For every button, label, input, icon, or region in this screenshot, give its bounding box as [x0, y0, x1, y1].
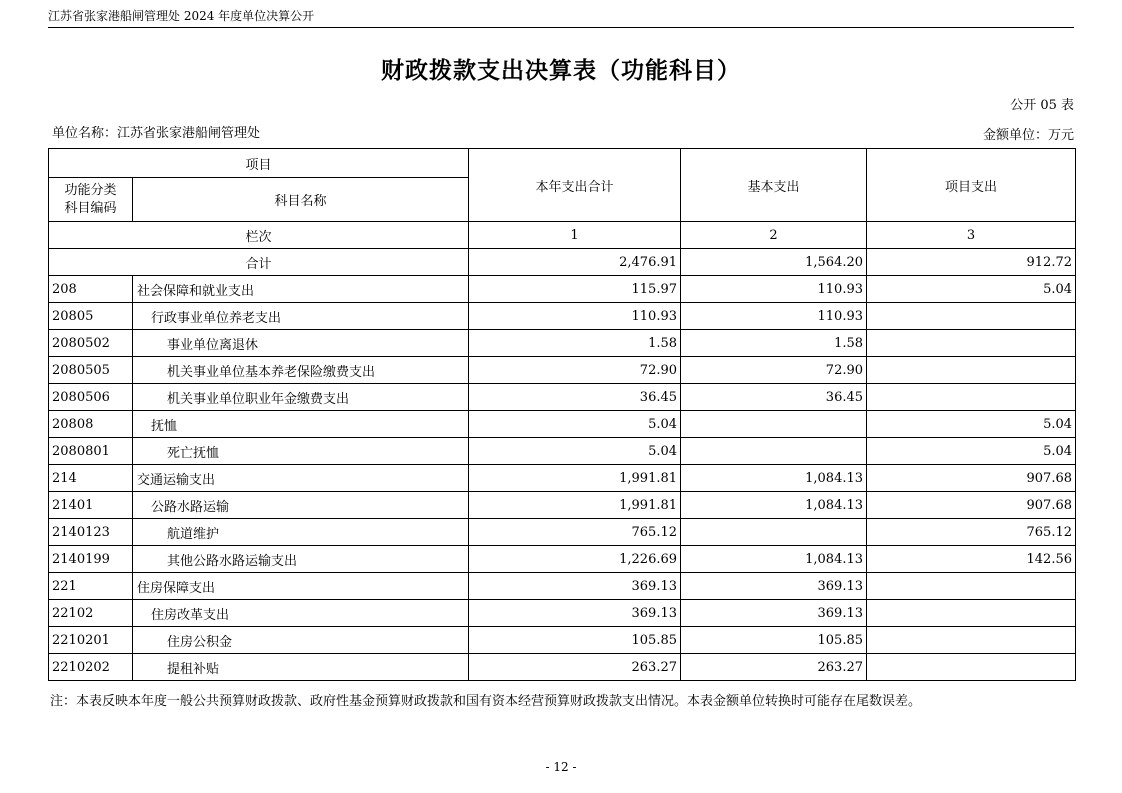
row-project: [867, 654, 1076, 681]
row-project: 907.68: [867, 492, 1076, 519]
row-project: [867, 600, 1076, 627]
table-row: [49, 627, 1076, 654]
row-subject-name: 其他公路水路运输支出: [133, 546, 469, 573]
table-row: [49, 546, 1076, 573]
row-total: 263.27: [469, 654, 681, 681]
table-row: [49, 411, 1076, 438]
row-code: 2210202: [49, 654, 133, 681]
header-func-code-line2: 科目编码: [64, 200, 117, 216]
row-basic: 110.93: [681, 276, 867, 303]
row-basic: 263.27: [681, 654, 867, 681]
form-number: 公开 05 表: [1010, 98, 1074, 113]
header-func-code-line1: 功能分类: [64, 182, 117, 198]
total-sum: 2,476.91: [469, 249, 681, 276]
row-total: 765.12: [469, 519, 681, 546]
row-basic: 72.90: [681, 357, 867, 384]
row-subject-name: 住房保障支出: [133, 573, 469, 600]
row-project: [867, 573, 1076, 600]
total-project: 912.72: [867, 249, 1076, 276]
unit-name: 单位名称：江苏省张家港船闸管理处: [52, 126, 261, 141]
row-basic: 369.13: [681, 573, 867, 600]
header-item: 项目: [49, 149, 469, 178]
total-label: 合计: [49, 249, 469, 276]
row-code: 22102: [49, 600, 133, 627]
row-subject-name: 航道维护: [133, 519, 469, 546]
table-row: [49, 600, 1076, 627]
row-total: 105.85: [469, 627, 681, 654]
row-subject-name: 社会保障和就业支出: [133, 276, 469, 303]
row-code: 2210201: [49, 627, 133, 654]
page-title: 财政拨款支出决算表（功能科目）: [381, 58, 741, 84]
row-basic: [681, 438, 867, 465]
row-project: 765.12: [867, 519, 1076, 546]
row-total: 110.93: [469, 303, 681, 330]
row-subject-name: 机关事业单位基本养老保险缴费支出: [133, 357, 469, 384]
page-number: - 12 -: [545, 760, 577, 774]
row-code: 208: [49, 276, 133, 303]
row-basic: [681, 519, 867, 546]
row-total: 369.13: [469, 573, 681, 600]
amount-unit: 金额单位：万元: [982, 128, 1074, 143]
row-code: 20805: [49, 303, 133, 330]
header-col-basic: 基本支出: [681, 149, 867, 222]
table-row: [49, 654, 1076, 681]
row-total: 115.97: [469, 276, 681, 303]
row-code: 2080505: [49, 357, 133, 384]
row-total: 5.04: [469, 411, 681, 438]
header-row-1: [49, 149, 1076, 178]
row-project: 142.56: [867, 546, 1076, 573]
row-total: 72.90: [469, 357, 681, 384]
row-subject-name: 抚恤: [133, 411, 469, 438]
row-code: 2140123: [49, 519, 133, 546]
table-row: [49, 438, 1076, 465]
row-subject-name: 死亡抚恤: [133, 438, 469, 465]
row-subject-name: 提租补贴: [133, 654, 469, 681]
row-subject-name: 交通运输支出: [133, 465, 469, 492]
index-row-label: 栏次: [49, 222, 469, 249]
row-total: 1,226.69: [469, 546, 681, 573]
row-code: 2080506: [49, 384, 133, 411]
total-basic: 1,564.20: [681, 249, 867, 276]
row-project: [867, 384, 1076, 411]
row-project: [867, 330, 1076, 357]
row-code: 21401: [49, 492, 133, 519]
expenditure-table: [48, 148, 1076, 681]
row-total: 1,991.81: [469, 492, 681, 519]
row-project: 907.68: [867, 465, 1076, 492]
row-subject-name: 行政事业单位养老支出: [133, 303, 469, 330]
table-row: [49, 330, 1076, 357]
table-note: 注：本表反映本年度一般公共预算财政拨款、政府性基金预算财政拨款和国有资本经营预算财政拨款支出情况。本表金额单位转换时可能存在尾数误差。: [50, 694, 922, 709]
header-func-code: [49, 178, 133, 222]
table-row: [49, 573, 1076, 600]
row-total: 36.45: [469, 384, 681, 411]
row-total: 5.04: [469, 438, 681, 465]
table-row: [49, 303, 1076, 330]
row-basic: 1,084.13: [681, 465, 867, 492]
running-header: 江苏省张家港船闸管理处 2024 年度单位决算公开: [48, 8, 1074, 28]
row-code: 2080801: [49, 438, 133, 465]
index-3: 3: [867, 222, 1076, 249]
row-code: 2080502: [49, 330, 133, 357]
row-subject-name: 公路水路运输: [133, 492, 469, 519]
table-row: [49, 519, 1076, 546]
row-code: 221: [49, 573, 133, 600]
row-subject-name: 住房公积金: [133, 627, 469, 654]
row-total: 1,991.81: [469, 465, 681, 492]
row-code: 20808: [49, 411, 133, 438]
index-row: [49, 222, 1076, 249]
row-code: 214: [49, 465, 133, 492]
row-basic: [681, 411, 867, 438]
row-basic: 1.58: [681, 330, 867, 357]
row-project: [867, 627, 1076, 654]
row-basic: 110.93: [681, 303, 867, 330]
header-subject-name: 科目名称: [133, 178, 469, 222]
row-project: 5.04: [867, 411, 1076, 438]
header-col-total: 本年支出合计: [469, 149, 681, 222]
row-project: [867, 357, 1076, 384]
row-total: 1.58: [469, 330, 681, 357]
table-row: [49, 276, 1076, 303]
row-project: [867, 303, 1076, 330]
table-row: [49, 492, 1076, 519]
index-2: 2: [681, 222, 867, 249]
row-code: 2140199: [49, 546, 133, 573]
header-col-project: 项目支出: [867, 149, 1076, 222]
row-basic: 105.85: [681, 627, 867, 654]
row-project: 5.04: [867, 276, 1076, 303]
row-subject-name: 机关事业单位职业年金缴费支出: [133, 384, 469, 411]
index-1: 1: [469, 222, 681, 249]
total-row: [49, 249, 1076, 276]
row-basic: 1,084.13: [681, 546, 867, 573]
row-basic: 369.13: [681, 600, 867, 627]
row-basic: 36.45: [681, 384, 867, 411]
row-subject-name: 住房改革支出: [133, 600, 469, 627]
table-row: [49, 357, 1076, 384]
row-subject-name: 事业单位离退休: [133, 330, 469, 357]
row-basic: 1,084.13: [681, 492, 867, 519]
table-row: [49, 384, 1076, 411]
table-row: [49, 465, 1076, 492]
row-project: 5.04: [867, 438, 1076, 465]
row-total: 369.13: [469, 600, 681, 627]
